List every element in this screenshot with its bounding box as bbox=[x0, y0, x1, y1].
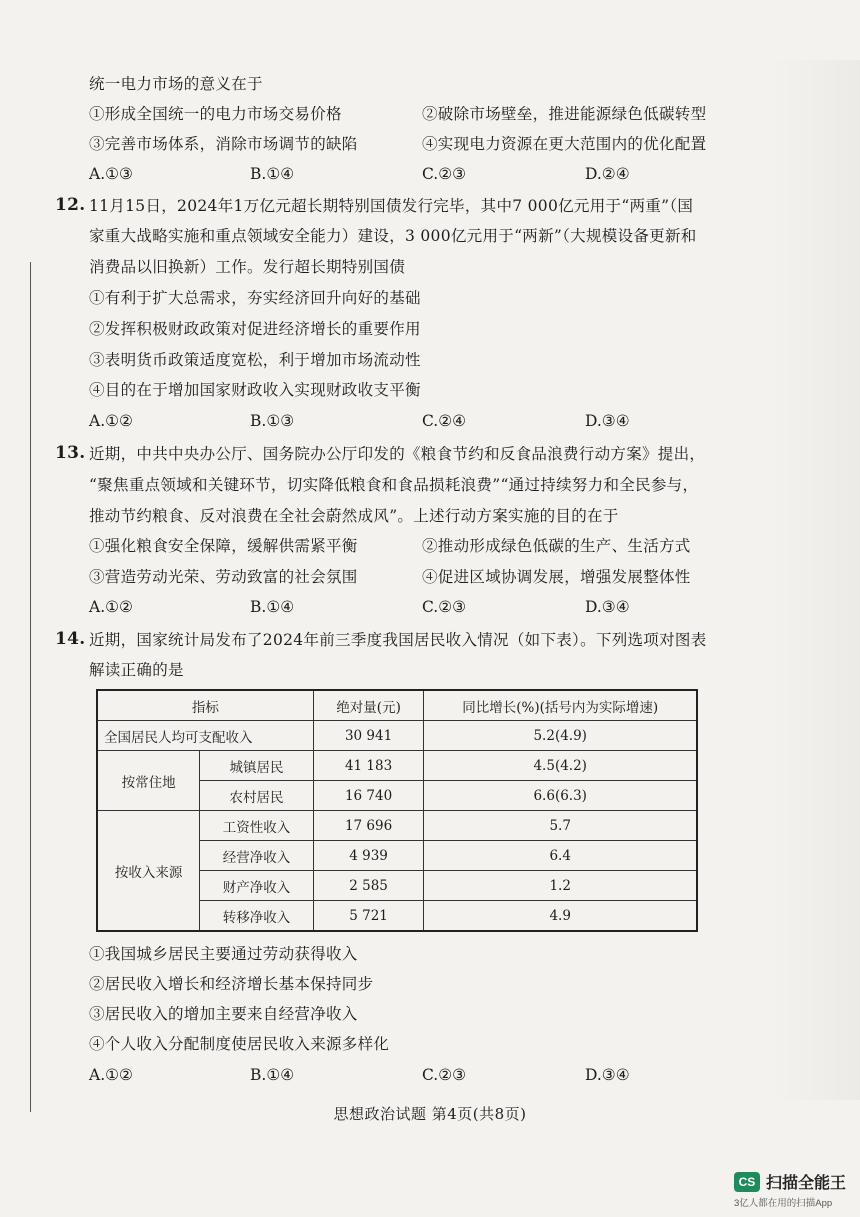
growth-wage: 5.7 bbox=[424, 811, 697, 841]
q11-option-b: B.①④ bbox=[250, 165, 295, 183]
header-growth: 同比增长(%)(括号内为实际增速) bbox=[424, 690, 697, 721]
q11-option-d: D.②④ bbox=[585, 165, 630, 183]
q11-statement-3: ③完善市场体系，消除市场调节的缺陷 bbox=[89, 135, 358, 153]
value-wage: 17 696 bbox=[313, 811, 424, 841]
q12-statement-4: ④目的在于增加国家财政收入实现财政收支平衡 bbox=[89, 381, 421, 399]
q12-option-b: B.①③ bbox=[250, 412, 295, 430]
q12-statement-1: ①有利于扩大总需求，夯实经济回升向好的基础 bbox=[89, 289, 421, 307]
group-label-source: 按收入来源 bbox=[97, 811, 200, 932]
q13-statement-3: ③营造劳动光荣、劳动致富的社会氛围 bbox=[89, 568, 358, 586]
value-urban: 41 183 bbox=[313, 751, 424, 781]
growth-national: 5.2(4.9) bbox=[424, 721, 697, 751]
margin-rule bbox=[30, 262, 31, 1112]
q14-number: 14. bbox=[55, 629, 86, 649]
q13-stem-line1: 近期，中共中央办公厅、国务院办公厅印发的《粮食节约和反食品浪费行动方案》提出， bbox=[89, 445, 706, 463]
camscanner-logo-icon: CS bbox=[734, 1172, 760, 1192]
q14-option-b: B.①④ bbox=[250, 1066, 295, 1084]
q12-stem-line1: 11月15日，2024年1万亿元超长期特别国债发行完毕，其中7 000亿元用于“两重”（国 bbox=[89, 197, 694, 215]
table-row bbox=[97, 811, 697, 841]
page-footer: 思想政治试题 第4页(共8页) bbox=[333, 1105, 527, 1123]
value-rural: 16 740 bbox=[313, 781, 424, 811]
growth-transfer: 4.9 bbox=[424, 901, 697, 932]
value-national: 30 941 bbox=[313, 721, 424, 751]
q14-stem-line2: 解读正确的是 bbox=[89, 661, 184, 679]
q14-statement-4: ④个人收入分配制度使居民收入来源多样化 bbox=[89, 1035, 390, 1053]
table-header-row bbox=[97, 690, 697, 721]
growth-property: 1.2 bbox=[424, 871, 697, 901]
q13-stem-line2: “聚焦重点领域和关键环节，切实降低粮食和食品损耗浪费”“通过持续努力和全民参与， bbox=[89, 476, 699, 494]
q12-statement-2: ②发挥积极财政政策对促进经济增长的重要作用 bbox=[89, 320, 421, 338]
group-label-residence: 按常住地 bbox=[97, 751, 200, 811]
growth-urban: 4.5(4.2) bbox=[424, 751, 697, 781]
q14-option-a: A.①② bbox=[89, 1066, 133, 1084]
income-table bbox=[96, 689, 698, 932]
q11-stem: 统一电力市场的意义在于 bbox=[89, 75, 263, 93]
q11-option-a: A.①③ bbox=[89, 165, 133, 183]
row-label-urban: 城镇居民 bbox=[200, 751, 314, 781]
q13-statement-4: ④促进区域协调发展，增强发展整体性 bbox=[422, 568, 691, 586]
q13-option-c: C.②③ bbox=[422, 598, 467, 616]
row-label-wage: 工资性收入 bbox=[200, 811, 314, 841]
q12-option-c: C.②④ bbox=[422, 412, 467, 430]
q12-stem-line3: 消费品以旧换新）工作。发行超长期特别国债 bbox=[89, 258, 406, 276]
row-label-rural: 农村居民 bbox=[200, 781, 314, 811]
value-business: 4 939 bbox=[313, 841, 424, 871]
q13-stem-line3: 推动节约粮食、反对浪费在全社会蔚然成风”。上述行动方案实施的目的在于 bbox=[89, 507, 619, 525]
row-label-property: 财产净收入 bbox=[200, 871, 314, 901]
q13-option-a: A.①② bbox=[89, 598, 133, 616]
q14-stem-line1: 近期，国家统计局发布了2024年前三季度我国居民收入情况（如下表）。下列选项对图表 bbox=[89, 631, 707, 649]
q13-number: 13. bbox=[55, 443, 86, 463]
q13-statement-2: ②推动形成绿色低碳的生产、生活方式 bbox=[422, 537, 691, 555]
brand-tagline: 3亿人都在用的扫描App bbox=[733, 1198, 833, 1209]
q12-number: 12. bbox=[55, 195, 86, 215]
q14-statement-2: ②居民收入增长和经济增长基本保持同步 bbox=[89, 975, 374, 993]
q11-statement-4: ④实现电力资源在更大范围内的优化配置 bbox=[422, 135, 707, 153]
row-label-transfer: 转移净收入 bbox=[200, 901, 314, 932]
value-transfer: 5 721 bbox=[313, 901, 424, 932]
page-edge-shadow bbox=[770, 60, 860, 1100]
q14-option-c: C.②③ bbox=[422, 1066, 467, 1084]
value-property: 2 585 bbox=[313, 871, 424, 901]
q12-statement-3: ③表明货币政策适度宽松，利于增加市场流动性 bbox=[89, 351, 421, 369]
q11-statement-2: ②破除市场壁垒，推进能源绿色低碳转型 bbox=[422, 105, 707, 123]
q13-option-d: D.③④ bbox=[585, 598, 630, 616]
row-label-national: 全国居民人均可支配收入 bbox=[97, 721, 313, 751]
scanner-watermark bbox=[734, 1170, 846, 1209]
growth-business: 6.4 bbox=[424, 841, 697, 871]
q13-option-b: B.①④ bbox=[250, 598, 295, 616]
q14-statement-1: ①我国城乡居民主要通过劳动获得收入 bbox=[89, 945, 358, 963]
q12-stem-line2: 家重大战略实施和重点领域安全能力）建设，3 000亿元用于“两新”（大规模设备更新和 bbox=[89, 227, 697, 245]
growth-rural: 6.6(6.3) bbox=[424, 781, 697, 811]
q14-statement-3: ③居民收入的增加主要来自经营净收入 bbox=[89, 1005, 358, 1023]
q12-option-a: A.①② bbox=[89, 412, 133, 430]
q14-option-d: D.③④ bbox=[585, 1066, 630, 1084]
brand-name: 扫描全能王 bbox=[765, 1175, 846, 1192]
q12-option-d: D.③④ bbox=[585, 412, 630, 430]
table-row bbox=[97, 721, 697, 751]
header-absolute: 绝对量(元) bbox=[313, 690, 424, 721]
header-indicator: 指标 bbox=[97, 690, 313, 721]
q13-statement-1: ①强化粮食安全保障，缓解供需紧平衡 bbox=[89, 537, 358, 555]
row-label-business: 经营净收入 bbox=[200, 841, 314, 871]
q11-option-c: C.②③ bbox=[422, 165, 467, 183]
table-row bbox=[97, 751, 697, 781]
q11-statement-1: ①形成全国统一的电力市场交易价格 bbox=[89, 105, 342, 123]
